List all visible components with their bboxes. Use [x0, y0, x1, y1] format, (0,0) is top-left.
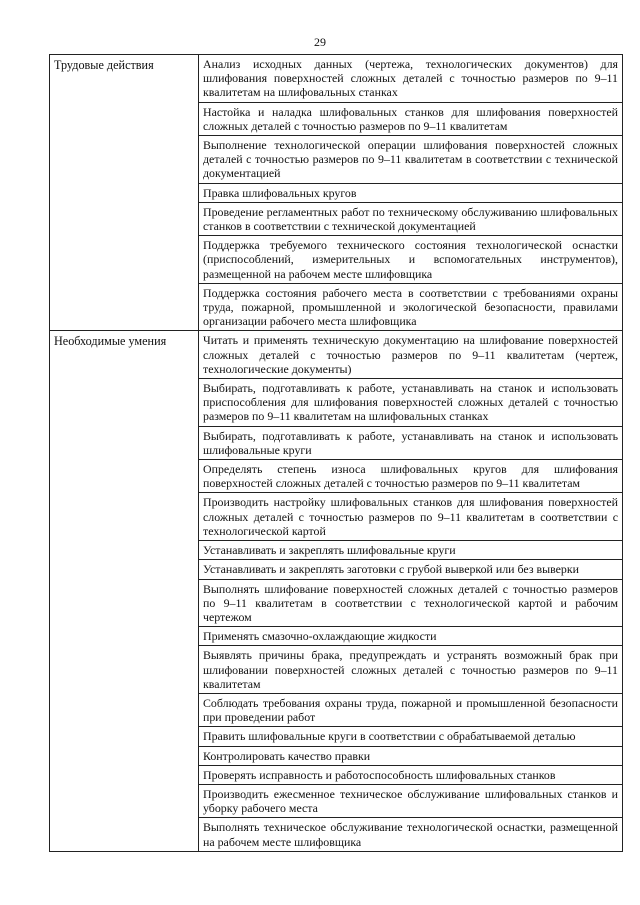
list-item: Проведение регламентных работ по техническому обслуживанию шлифовальных станков в соответствии с технической документацией [199, 203, 622, 236]
list-item: Выполнять шлифование поверхностей сложных деталей с точностью размеров по 9–11 квалитетам в соответствии с технологической картой и рабочим чертежом [199, 580, 622, 628]
labor-actions-row [50, 55, 623, 331]
list-item: Устанавливать и закреплять заготовки с грубой выверкой или без выверки [199, 560, 622, 579]
required-skills-list [199, 331, 623, 851]
list-item: Определять степень износа шлифовальных кругов для шлифования поверхностей сложных деталей с точностью размеров по 9–11 квалитетам [199, 460, 622, 493]
list-item: Настойка и наладка шлифовальных станков для шлифования поверхностей сложных деталей с точностью размеров по 9–11 квалитетам [199, 103, 622, 136]
list-item: Анализ исходных данных (чертежа, технологических документов) для шлифования поверхностей сложных деталей с точностью размеров по 9–11 квалитетам на шлифовальных станках [199, 55, 622, 103]
list-item: Соблюдать требования охраны труда, пожарной и промышленной безопасности при проведении работ [199, 694, 622, 727]
list-item: Устанавливать и закреплять шлифовальные круги [199, 541, 622, 560]
list-item: Выбирать, подготавливать к работе, устанавливать на станок и использовать приспособления для шлифования поверхностей сложных деталей с точностью размеров по 9–11 квалитетам на шлифовальных станках [199, 379, 622, 427]
list-item: Выявлять причины брака, предупреждать и устранять возможный брак при шлифовании поверхностей сложных деталей с точностью размеров по 9–11 квалитетам [199, 646, 622, 694]
list-item: Контролировать качество правки [199, 747, 622, 766]
page-number: 29 [314, 35, 326, 49]
list-item: Поддержка требуемого технического состояния технологической оснастки (приспособлений, измерительных и вспомогательных инструментов), размещенной на рабочем месте шлифовщика [199, 236, 622, 284]
required-skills-row [50, 331, 623, 851]
list-item: Выполнение технологической операции шлифования поверхностей сложных деталей с точностью размеров по 9–11 квалитетам в соответствии с технической документацией [199, 136, 622, 184]
competency-table [49, 54, 623, 852]
list-item: Поддержка состояния рабочего места в соответствии с требованиями охраны труда, пожарной, промышленной и экологической безопасности, правилами организации рабочего места шлифовщика [203, 285, 618, 329]
list-item: Выполнять техническое обслуживание технологической оснастки, размещенной на рабочем месте шлифовщика [203, 820, 618, 849]
list-item: Читать и применять техническую документацию на шлифование поверхностей сложных деталей с точностью размеров по 9–11 квалитетам (чертеж, технологические документы) [199, 331, 622, 379]
list-item: Править шлифовальные круги в соответствии с обрабатываемой деталью [199, 727, 622, 746]
list-item: Применять смазочно-охлаждающие жидкости [199, 627, 622, 646]
list-item: Производить ежесменное техническое обслуживание шлифовальных станков и уборку рабочего места [199, 785, 622, 818]
labor-actions-list [199, 55, 623, 331]
list-item: Производить настройку шлифовальных станков для шлифования поверхностей сложных деталей с точностью размеров по 9–11 квалитетам в соответствии с технологической картой [199, 493, 622, 541]
labor-actions-label: Трудовые действия [50, 55, 199, 331]
required-skills-label: Необходимые умения [50, 331, 199, 851]
list-item: Правка шлифовальных кругов [199, 184, 622, 203]
list-item: Проверять исправность и работоспособность шлифовальных станков [199, 766, 622, 785]
list-item: Выбирать, подготавливать к работе, устанавливать на станок и использовать шлифовальные круги [199, 427, 622, 460]
